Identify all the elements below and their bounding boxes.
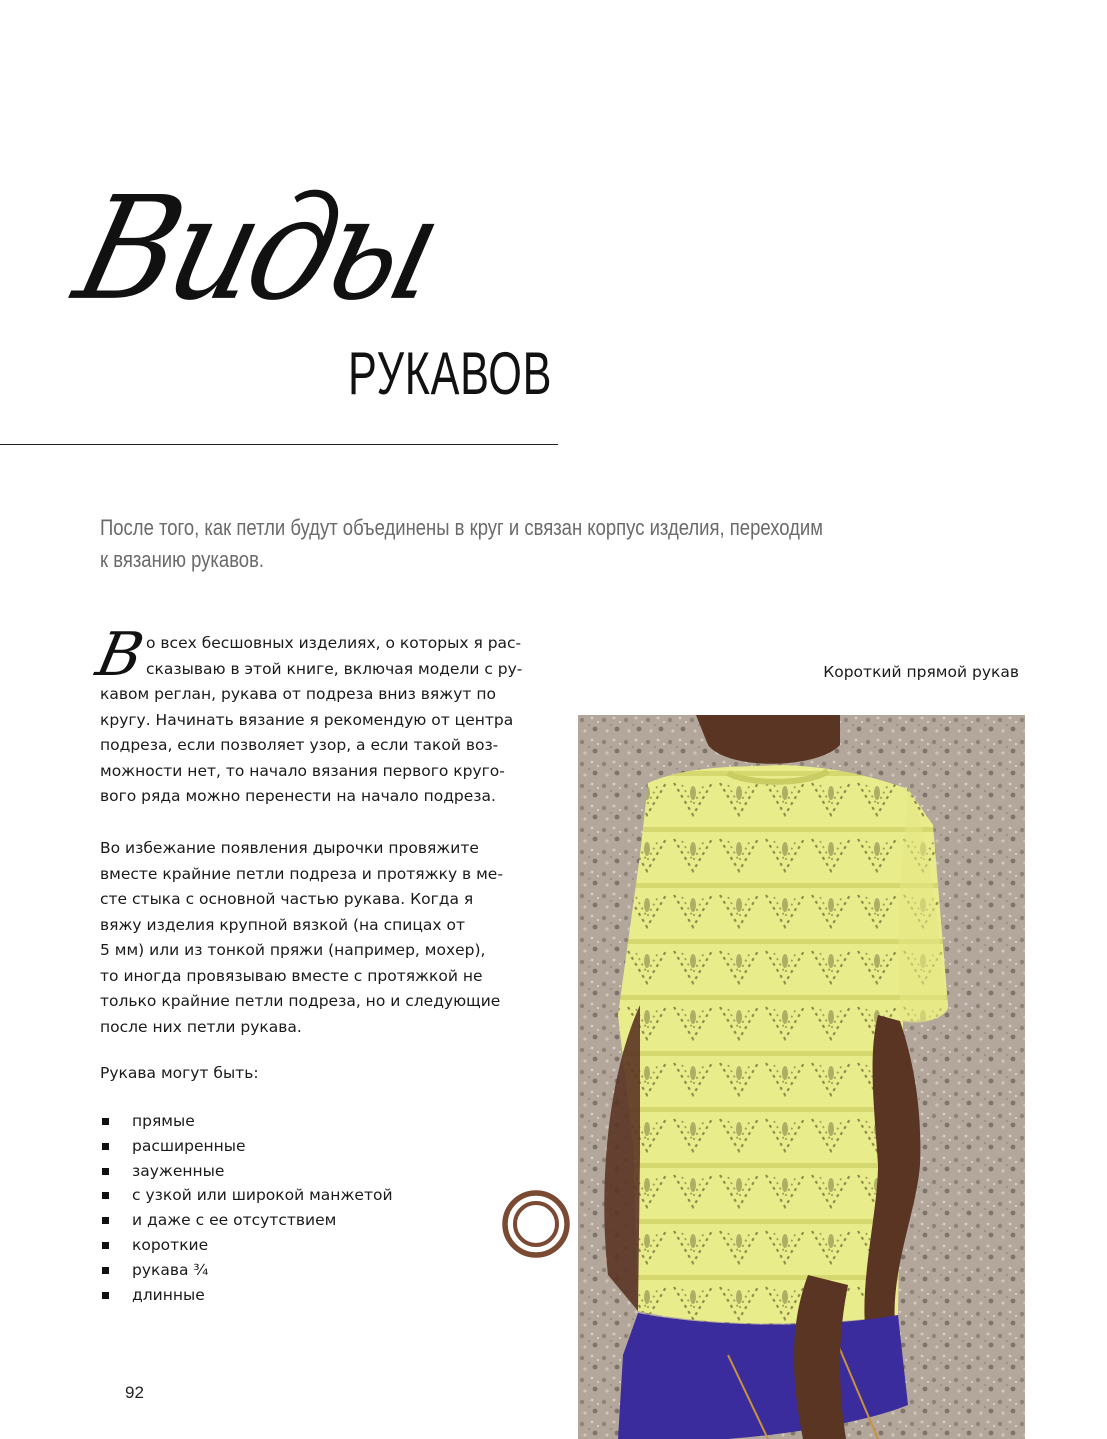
square-bullet-icon bbox=[102, 1217, 109, 1224]
paragraph-line: кругу. Начинать вязание я рекомендую от центра bbox=[100, 710, 514, 729]
paragraph-line: после них петли рукава. bbox=[100, 1017, 302, 1036]
paragraph-line: 5 мм) или из тонкой пряжи (например, мохер), bbox=[100, 941, 486, 959]
square-bullet-icon bbox=[102, 1292, 109, 1299]
square-bullet-icon bbox=[102, 1242, 109, 1249]
paragraph-1 bbox=[90, 620, 560, 810]
page-title-caps: РУКАВОВ bbox=[348, 340, 553, 407]
paragraph-line: Во избежание появления дырочки провяжите bbox=[100, 839, 479, 857]
paragraph-line: подреза, если позволяет узор, а если такой воз- bbox=[100, 736, 499, 754]
photo-illustration bbox=[578, 715, 1025, 1439]
list-item: прямые bbox=[100, 1109, 393, 1134]
drop-cap: В bbox=[90, 620, 150, 690]
square-bullet-icon bbox=[102, 1192, 109, 1199]
paragraph-line: вого ряда можно перенести на начало подреза. bbox=[100, 787, 496, 805]
paragraph-line: можности нет, то начало вязания первого круго- bbox=[100, 761, 505, 780]
list-item: с узкой или широкой манжетой bbox=[100, 1183, 393, 1208]
list-item: и даже с ее отсутствием bbox=[100, 1208, 393, 1233]
square-bullet-icon bbox=[102, 1118, 109, 1125]
intro-paragraph bbox=[100, 512, 856, 576]
list-item: рукава ¾ bbox=[100, 1258, 393, 1283]
paragraph-2 bbox=[100, 836, 560, 1040]
paragraph-line: сте стыка с основной частью рукава. Когда я bbox=[100, 890, 474, 908]
paragraph-line: о всех бесшовных изделиях, о которых я рас- bbox=[146, 634, 522, 652]
paragraph-line: то иногда провязываю вместе с протяжкой не bbox=[100, 966, 483, 985]
paragraph-line: кавом реглан, рукава от подреза вниз вяжут по bbox=[100, 685, 496, 703]
list-item: короткие bbox=[100, 1233, 393, 1258]
list-item: зауженные bbox=[100, 1159, 393, 1184]
intro-line: После того, как петли будут объединены в круг и связан корпус изделия, переходим bbox=[100, 515, 823, 540]
paragraph-line: вместе крайние петли подреза и протяжку в ме- bbox=[100, 864, 503, 883]
paragraph-3: Рукава могут быть: bbox=[100, 1064, 259, 1082]
list-item: длинные bbox=[100, 1283, 393, 1308]
square-bullet-icon bbox=[102, 1267, 109, 1274]
photo-caption: Короткий прямой рукав bbox=[823, 663, 1019, 681]
sweater-photo bbox=[578, 715, 1025, 1439]
square-bullet-icon bbox=[102, 1143, 109, 1150]
paragraph-line: сказываю в этой книге, включая модели с ру- bbox=[146, 659, 523, 678]
page-number: 92 bbox=[125, 1383, 144, 1402]
list-item: расширенные bbox=[100, 1134, 393, 1159]
paragraph-line: вяжу изделия крупной вязкой (на спицах от bbox=[100, 915, 465, 934]
decorative-ring-icon bbox=[500, 1188, 572, 1260]
paragraph-line: только крайние петли подреза, но и следующие bbox=[100, 992, 501, 1010]
intro-line: к вязанию рукавов. bbox=[100, 547, 265, 572]
square-bullet-icon bbox=[102, 1168, 109, 1175]
sleeve-types-list bbox=[100, 1109, 393, 1307]
page-title-script: Виды bbox=[61, 166, 453, 333]
title-divider bbox=[0, 444, 558, 445]
